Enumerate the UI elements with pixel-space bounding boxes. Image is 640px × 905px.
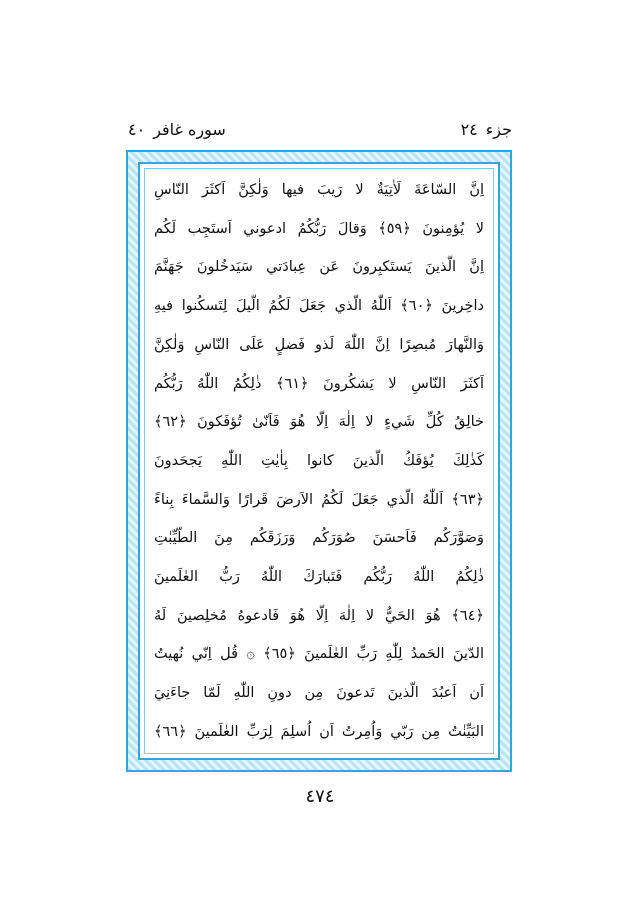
text-line: ﴿٦٤﴾ هُوَ الحَيُّ لا اِلٰهَ اِلّا هُوَ فَادعوهُ مُخلِصينَ لَهُ [154, 607, 484, 624]
text-line: وَصَوَّرَكُم فَاَحسَنَ صُوَرَكُم وَرَزَقَكُم مِنَ الطَّيِّبٰتِ [154, 530, 484, 547]
surah-number: ٤٠ [128, 119, 146, 139]
text-line: اِنَّ الَّذينَ يَستَكبِرونَ عَن عِبادَتي سَيَدخُلونَ جَهَنَّمَ [154, 259, 484, 276]
text-line: ﴿٦٣﴾ اَللّٰهُ الَّذي جَعَلَ لَكُمُ الاَرضَ قَرارًا وَالسَّماءَ بِناءً [154, 491, 484, 508]
text-line: لا يُؤمِنونَ ﴿٥٩﴾ وَقالَ رَبُّكُمُ ادعوني اَستَجِب لَكُم [154, 220, 484, 237]
surah-label: سوره غافر [153, 119, 226, 139]
text-line: الدّينَ الحَمدُ لِلّٰهِ رَبِّ العٰلَمينَ ﴿٦٥﴾ ۞ قُل اِنّي نُهيتُ [154, 646, 484, 663]
text-line: خالِقُ كُلِّ شَيءٍ لا اِلٰهَ اِلّا هُوَ فَاَنّىٰ تُؤفَكونَ ﴿٦٢﴾ [154, 414, 484, 431]
text-line: كَذٰلِكَ يُؤفَكُ الَّذينَ كانوا بِاٰيٰتِ اللّٰهِ يَجحَدونَ [154, 452, 484, 469]
page-header [128, 114, 512, 144]
text-line: ذٰلِكُمُ اللّٰهُ رَبُّكُم فَتَبارَكَ اللّٰهُ رَبُّ العٰلَمينَ [154, 569, 484, 586]
text-line: اَن اَعبُدَ الَّذينَ تَدعونَ مِن دونِ اللّٰهِ لَمّا جاءَنِيَ [154, 685, 484, 702]
quran-text [154, 178, 484, 744]
text-line: البَيِّنٰتُ مِن رَبّي وَاُمِرتُ اَن اُسلِمَ لِرَبِّ العٰلَمينَ ﴿٦٦﴾ [154, 723, 484, 740]
text-line: وَالنَّهارَ مُبصِرًا اِنَّ اللّٰهَ لَذو فَضلٍ عَلَى النّاسِ وَلٰكِنَّ [154, 336, 484, 353]
juz-indicator [461, 120, 512, 139]
page-number: ٤٧٤ [305, 786, 335, 807]
text-line: اِنَّ السّاعَةَ لَاٰتِيَةٌ لا رَيبَ فيها وَلٰكِنَّ اَكثَرَ النّاسِ [154, 182, 484, 198]
decorative-border [126, 150, 512, 772]
surah-indicator [128, 120, 226, 139]
juz-label: جزء [485, 119, 512, 139]
text-line: داخِرينَ ﴿٦٠﴾ اَللّٰهُ الَّذي جَعَلَ لَكُمُ الَّيلَ لِتَسكُنوا فيهِ [154, 298, 484, 315]
juz-number: ٢٤ [460, 119, 478, 139]
text-frame [138, 162, 500, 760]
text-line: اَكثَرَ النّاسِ لا يَشكُرونَ ﴿٦١﴾ ذٰلِكُمُ اللّٰهُ رَبُّكُم [154, 375, 484, 392]
